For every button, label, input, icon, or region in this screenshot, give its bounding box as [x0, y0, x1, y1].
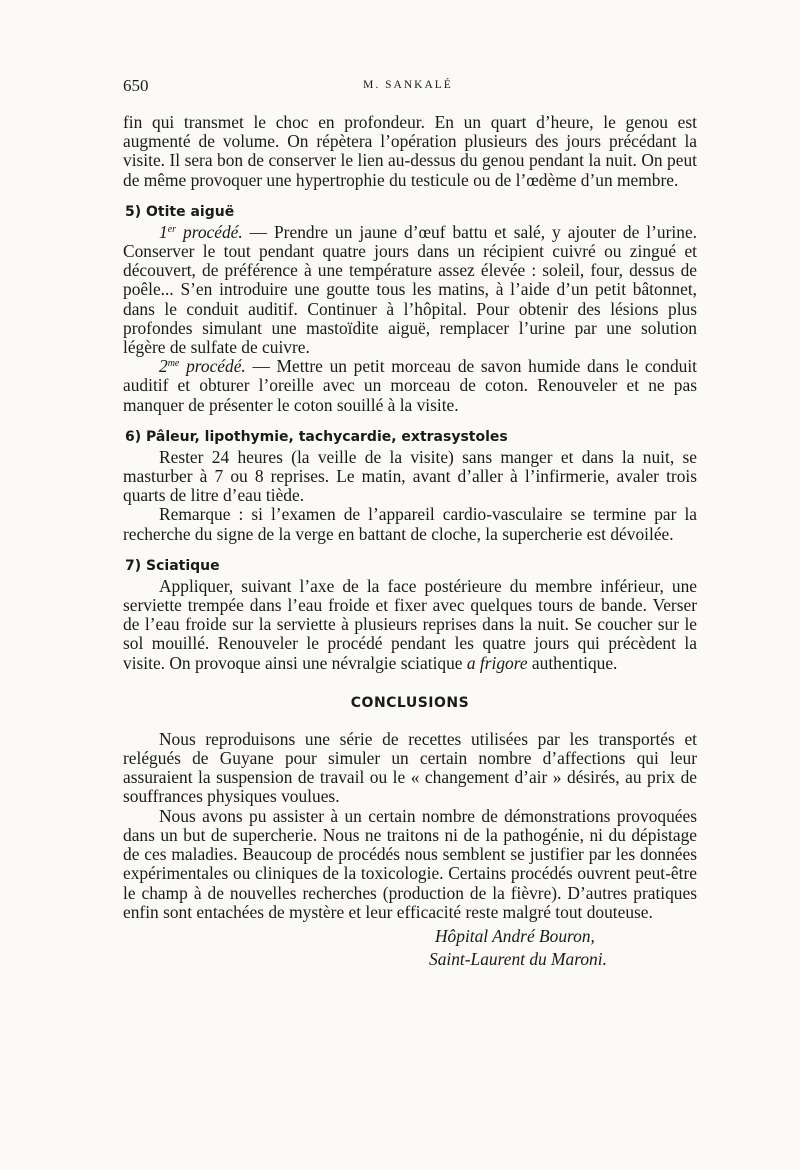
procede-1-label: procédé.: [176, 221, 243, 242]
procede-1-text: — Prendre un jaune d’œuf battu et salé, y ajouter de l’urine. Conserver le tout pendant quatre jours dans un récipient cuivré ou zingué et découvert, de préférence à une température assez élevée : soleil, four, dessus de poêle... S’en introduire une goutte tous les matins, à l’aide d’un petit bâtonnet, dans le conduit auditif. Continuer à l’hôpital. Pour obtenir des lésions plus profondes simulant une mastoïdite aiguë, remplacer l’urine par une solution légère de sulfate de cuivre.: [123, 221, 698, 358]
signature-line-2: Saint-Laurent du Maroni.: [429, 948, 607, 969]
procede-1-sup: er: [167, 223, 177, 235]
conclusions-heading: CONCLUSIONS: [350, 694, 470, 711]
sciatique-text: Appliquer, suivant l’axe de la face postérieure du membre inférieur, une serviette trempée dans l’eau froide et fixer avec quelques tours de bande. Verser de l’eau froide sur la serviette à plusieurs reprises dans la nuit. Se coucher sur le sol mouillé. Renouveler le procédé pendant les quatre jours qui précèdent la visite. On provoque ainsi une névralgie sciatique: [123, 575, 697, 673]
paragraph-conclusions-1: Nous reproduisons une série de recettes utilisées par les transportés et relégués de Guyane pour simuler un certain nombre d’affections qui leur assuraient la suspension de travail ou le « changement d’air » désirés, au prix de souffrances physiques voulues.: [123, 728, 697, 807]
sciatique-end: authentique.: [527, 652, 618, 673]
sciatique-italic: a frigore: [466, 652, 528, 673]
procede-2-sup: me: [167, 358, 180, 370]
paragraph-conclusions-2: Nous avons pu assister à un certain nombre de démonstrations provoquées dans un but de supercherie. Nous ne traitons ni de la pathogénie, ni du dépistage de ces maladies. Beaucoup de procédés nous semblent se justifier par les données expérimentales ou cliniques de la toxicologie. Certains procédés ouvrent peut-être le champ à de nouvelles recherches (production de la fièvre). D’autres pratiques enfin sont entachées de mystère et leur efficacité reste malgré tout douteuse.: [123, 805, 697, 922]
procede-2-number: 2: [159, 356, 168, 377]
procede-2-label: procédé.: [179, 356, 246, 377]
paragraph-procede-2: [123, 357, 697, 415]
paragraph-remarque: Remarque : si l’examen de l’appareil cardio-vasculaire se termine par la recherche du signe de la verge en battant de cloche, la supercherie est dévoilée.: [123, 504, 697, 544]
page-header: [123, 76, 693, 98]
paragraph-procede-1: [123, 223, 697, 357]
section-heading-sciatique: 7) Sciatique: [125, 557, 220, 574]
paragraph-sciatique: [123, 577, 697, 673]
procede-2-text: — Mettre un petit morceau de savon humide dans le conduit auditif et obturer l’oreille avec un morceau de coton. Renouveler et ne pas manquer de présenter le coton souillé à la visite.: [123, 356, 697, 415]
paragraph-continuation: fin qui transmet le choc en profondeur. En un quart d’heure, le genou est augmenté de volume. On répètera l’opération plusieurs des jours précédant la visite. Il sera bon de conserver le lien au-dessus du genou pendant la nuit. On peut de même provoquer une hypertrophie du testicule ou de l’œdème d’un membre.: [123, 112, 697, 190]
running-head: M. SANKALÉ: [363, 79, 453, 91]
procede-1-number: 1: [159, 221, 168, 242]
section-heading-paleur: 6) Pâleur, lipothymie, tachycardie, extrasystoles: [125, 428, 508, 445]
signature-line-1: Hôpital André Bouron,: [435, 925, 595, 946]
page-body: [123, 113, 697, 971]
page-number: 650: [123, 76, 149, 95]
paragraph-paleur: Rester 24 heures (la veille de la visite) sans manger et dans la nuit, se masturber à 7 ou 8 reprises. Le matin, avant d’aller à l’infirmerie, avaler trois quarts de litre d’eau tiède.: [123, 446, 697, 506]
signature-block: [123, 925, 697, 971]
section-heading-otite: 5) Otite aiguë: [125, 203, 235, 220]
